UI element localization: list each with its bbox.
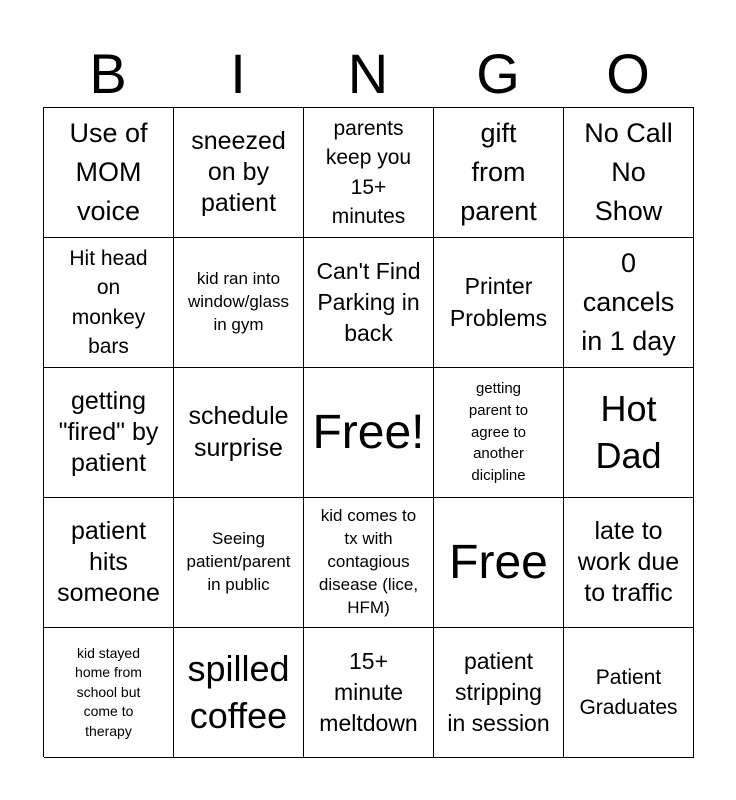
cell-text: Printer Problems xyxy=(449,273,548,331)
cell-text: gift from parent xyxy=(460,117,537,227)
header-letter-o: O xyxy=(606,42,650,105)
bingo-cell[interactable] xyxy=(44,498,174,628)
cell-text: Use of MOM voice xyxy=(69,117,148,227)
cell-text: Seeing patient/parent in public xyxy=(186,529,291,594)
bingo-cell[interactable] xyxy=(304,108,434,238)
bingo-cell[interactable] xyxy=(304,628,434,758)
cell-text: sneezed on by patient xyxy=(191,126,286,218)
bingo-cell[interactable] xyxy=(564,628,694,758)
cell-text: late to work due to traffic xyxy=(577,516,680,608)
bingo-cell[interactable] xyxy=(174,368,304,498)
cell-text: Hit head on monkey bars xyxy=(69,246,148,358)
bingo-cell[interactable] xyxy=(44,368,174,498)
header-letter-g: G xyxy=(476,42,520,105)
cell-text: kid stayed home from school but come to therapy xyxy=(75,644,142,739)
bingo-cell[interactable] xyxy=(434,628,564,758)
cell-text: Free xyxy=(449,535,548,589)
header-letter-i: I xyxy=(230,42,246,105)
cell-text: No Call No Show xyxy=(584,117,673,227)
bingo-cell[interactable] xyxy=(564,238,694,368)
cell-text: 0 cancels in 1 day xyxy=(581,247,676,357)
cell-text: patient stripping in session xyxy=(447,647,550,737)
cell-text: schedule surprise xyxy=(188,402,289,462)
bingo-cell[interactable] xyxy=(564,498,694,628)
bingo-cell[interactable] xyxy=(434,368,564,498)
bingo-header xyxy=(43,40,693,108)
bingo-cell[interactable] xyxy=(304,238,434,368)
cell-text: kid ran into window/glass in gym xyxy=(187,269,290,334)
bingo-cell[interactable] xyxy=(304,498,434,628)
bingo-cell[interactable] xyxy=(434,108,564,238)
header-letter-b: B xyxy=(89,42,127,105)
bingo-cell-free-space[interactable] xyxy=(304,368,434,498)
cell-text: 15+ minute meltdown xyxy=(319,647,418,737)
cell-text: getting "fired" by patient xyxy=(58,386,159,478)
bingo-cell[interactable] xyxy=(434,238,564,368)
bingo-board xyxy=(43,107,694,757)
cell-text: Can't Find Parking in back xyxy=(316,257,421,347)
cell-text: getting parent to agree to another dicipline xyxy=(468,380,529,485)
cell-text: spilled coffee xyxy=(187,647,290,736)
cell-text: patient hits someone xyxy=(57,516,160,608)
bingo-cell-free-space[interactable] xyxy=(434,498,564,628)
bingo-cell[interactable] xyxy=(564,368,694,498)
bingo-cell[interactable] xyxy=(174,238,304,368)
bingo-cell[interactable] xyxy=(174,108,304,238)
cell-text: Hot Dad xyxy=(595,387,662,476)
cell-text: Free! xyxy=(312,405,425,459)
bingo-cell[interactable] xyxy=(44,108,174,238)
bingo-cell[interactable] xyxy=(44,238,174,368)
header-letter-n: N xyxy=(347,42,389,105)
bingo-cell[interactable] xyxy=(174,498,304,628)
cell-text: Patient Graduates xyxy=(579,666,678,719)
cell-text: kid comes to tx with contagious disease (lice, HFM) xyxy=(318,506,419,617)
bingo-cell[interactable] xyxy=(174,628,304,758)
cell-text: parents keep you 15+ minutes xyxy=(325,116,412,228)
bingo-cell[interactable] xyxy=(44,628,174,758)
bingo-cell[interactable] xyxy=(564,108,694,238)
